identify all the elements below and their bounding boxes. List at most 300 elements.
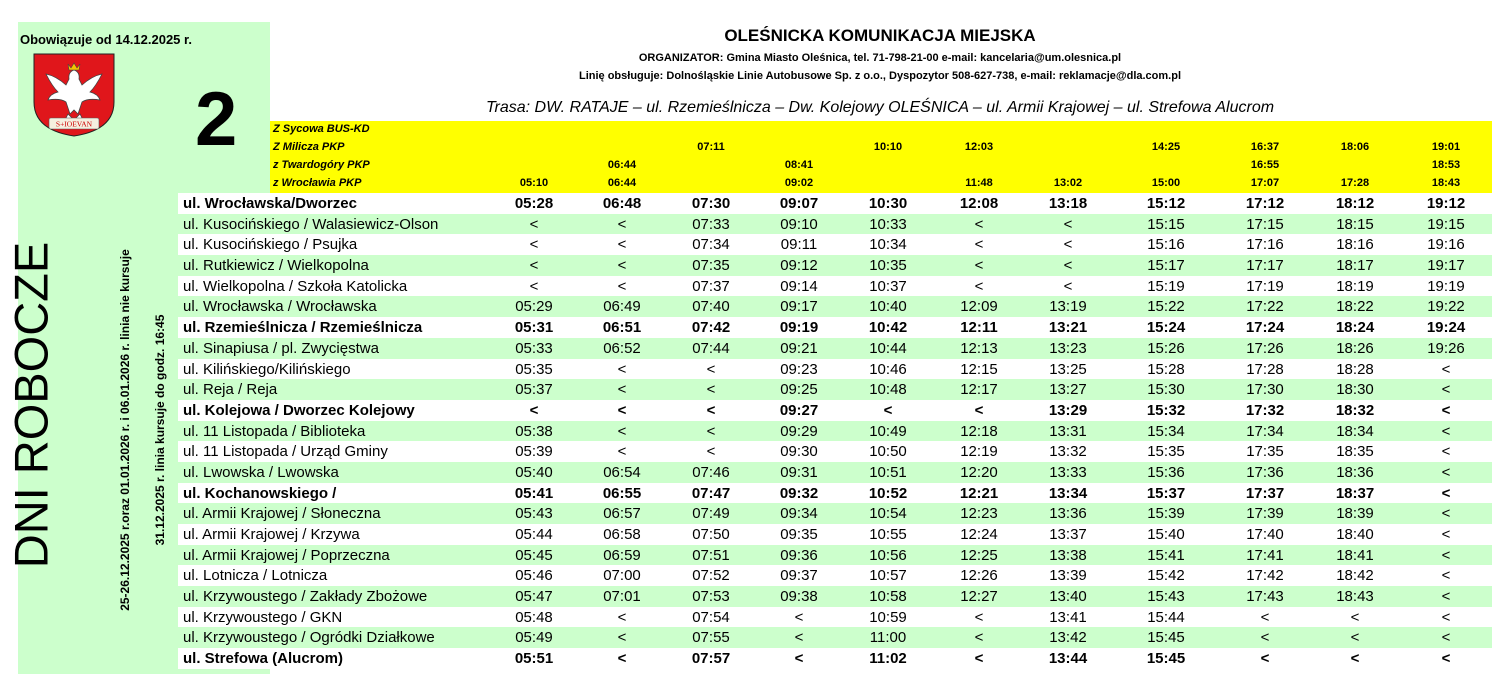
departure-time: 09:07 [779,195,819,212]
departure-time: < [794,608,804,626]
departure-time: < [706,360,716,378]
departure-time: 07:50 [692,526,730,543]
departure-time: 06:58 [603,526,641,543]
departure-time: 09:30 [780,443,818,461]
origin-time: 18:43 [1431,177,1461,189]
departure-time: 05:33 [515,339,553,357]
departure-time: 07:35 [692,257,730,275]
table-row [178,627,1492,648]
departure-time: < [1260,608,1270,626]
departure-time: 15:16 [1147,236,1185,254]
stop-name: ul. Wrocławska / Wrocławska [183,298,377,316]
origin-time: 06:44 [607,177,637,189]
departure-time: < [1063,236,1073,254]
departure-time: 12:27 [960,588,998,606]
departure-time: 18:41 [1336,546,1374,564]
departure-time: < [1063,277,1073,295]
table-row [178,421,1492,442]
table-row [178,503,1492,524]
departure-time: 09:10 [780,215,818,233]
departure-time: 18:17 [1336,257,1374,275]
departure-time: 15:42 [1147,567,1185,585]
departure-time: 18:19 [1336,277,1374,295]
departure-time: 15:35 [1147,443,1185,461]
departure-time: 17:28 [1246,360,1284,378]
departure-time: 12:18 [960,422,998,440]
departure-time: 05:43 [515,505,553,523]
departure-time: 17:41 [1246,546,1284,564]
departure-time: 09:23 [780,360,818,378]
departure-time: 07:52 [692,567,730,585]
departure-time: < [1063,215,1073,233]
departure-time: < [974,401,984,419]
departure-time: 17:22 [1246,298,1284,316]
departure-time: < [617,608,627,626]
departure-time: 18:30 [1336,381,1374,399]
departure-time: 10:35 [869,257,907,275]
origin-time: 07:11 [697,141,725,153]
departure-time: 13:36 [1049,505,1087,523]
departure-time: 07:42 [691,319,731,337]
departure-time: 06:52 [603,339,641,357]
departure-time: < [1441,650,1451,668]
departure-time: 19:26 [1427,339,1465,357]
departure-time: 05:46 [515,567,553,585]
departure-time: < [1350,608,1360,626]
departure-time: < [1441,443,1451,461]
origin-row [270,157,1492,175]
departure-time: 10:50 [869,443,907,461]
departure-time: 13:18 [1048,195,1088,212]
departure-time: < [1441,463,1451,481]
departure-time: 13:19 [1049,298,1087,316]
departure-time: 12:25 [960,546,998,564]
departure-time: 17:42 [1246,567,1284,585]
departure-time: < [1441,629,1451,647]
departure-time: < [974,215,984,233]
departure-time: 15:39 [1147,505,1185,523]
departure-time: 10:34 [869,236,907,254]
departure-time: < [1441,422,1451,440]
departure-time: 05:35 [515,360,553,378]
departure-time: < [706,381,716,399]
departure-time: 17:19 [1246,277,1284,295]
departure-time: 05:28 [514,195,554,212]
departure-time: 05:38 [515,422,553,440]
departure-time: 12:20 [960,463,998,481]
table-row [178,545,1492,566]
departure-time: 15:19 [1147,277,1185,295]
departure-time: 09:35 [780,526,818,543]
departure-time: 05:44 [515,526,553,543]
departure-time: 12:11 [960,319,998,337]
table-row [178,565,1492,586]
departure-time: < [706,443,716,461]
origin-time: 17:07 [1250,177,1280,189]
departure-time: 07:37 [692,277,730,295]
departure-time: 06:54 [603,463,641,481]
departure-time: < [529,277,539,295]
departure-time: 12:17 [960,381,998,399]
departure-time: < [1441,546,1451,564]
departure-time: 15:17 [1147,257,1185,275]
departure-time: < [617,443,627,461]
departure-time: < [529,257,539,275]
table-row [178,441,1492,462]
departure-time: 09:36 [780,546,818,564]
stop-name: ul. Wielkopolna / Szkoła Katolicka [183,277,408,295]
departure-time: 12:26 [960,567,998,585]
departure-time: 17:17 [1246,257,1284,275]
departure-time: 10:56 [869,546,907,564]
departure-time: 15:40 [1147,526,1185,543]
origin-time: 11:48 [965,177,993,189]
origin-time: 18:53 [1431,159,1461,171]
departure-time: < [883,401,893,419]
departure-time: 15:37 [1146,484,1186,502]
departure-time: 09:14 [780,277,818,295]
departure-time: 13:23 [1049,339,1087,357]
departure-time: 05:40 [515,463,553,481]
table-row [178,255,1492,276]
departure-time: 15:12 [1146,195,1186,212]
organizer-info: ORGANIZATOR: Gmina Miasto Oleśnica, tel. 71-798-21-00 e-mail: kancelaria@um.olesnica.pl [638,52,1122,64]
departure-time: 05:41 [514,484,554,502]
departure-time: 15:45 [1146,650,1186,668]
departure-time: < [617,277,627,295]
departure-time: 06:57 [603,505,641,523]
departure-time: < [1441,401,1451,419]
departure-time: 18:15 [1336,215,1374,233]
departure-time: 17:34 [1246,422,1284,440]
departure-time: 13:33 [1049,463,1087,481]
departure-time: 19:22 [1427,298,1465,316]
departure-time: 09:34 [780,505,818,523]
departure-time: 17:40 [1246,526,1284,543]
departure-time: < [974,257,984,275]
departure-time: < [974,650,984,668]
departure-time: 10:51 [869,463,907,481]
stop-name: ul. 11 Listopada / Biblioteka [183,422,366,440]
city-coat-of-arms [28,52,120,138]
departure-time: 10:58 [869,588,907,606]
departure-time: < [1441,526,1451,543]
departure-time: 12:09 [960,298,998,316]
departure-time: < [1441,360,1451,378]
departure-time: 18:43 [1336,588,1374,606]
origin-time: 15:00 [1151,177,1181,189]
table-row [178,276,1492,297]
departure-time: 10:55 [869,526,907,543]
departure-time: < [1260,650,1270,668]
departure-time: 18:40 [1336,526,1374,543]
origin-time: 16:55 [1250,159,1280,171]
departure-time: 09:38 [780,588,818,606]
stop-name: ul. Armii Krajowej / Słoneczna [183,505,381,523]
origin-time: 13:02 [1053,177,1083,189]
departure-time: 06:49 [603,298,641,316]
stop-name: ul. Lotnicza / Lotnicza [183,567,328,585]
departure-time: 17:26 [1246,339,1284,357]
departure-time: 18:24 [1335,319,1375,337]
operator-info: Linię obsługuje: Dolnośląskie Linie Autobusowe Sp. z o.o., Dyspozytor 508-627-738, e-mail: reklamacje@dla.com.pl [578,70,1182,82]
departure-time: < [1063,257,1073,275]
departure-time: 12:19 [960,443,998,461]
new-year-eve-note: 31.12.2025 r. linia kursuje do godz. 16:45 [153,314,167,546]
departure-time: 09:12 [780,257,818,275]
stop-name: ul. Kilińskiego/Kilińskiego [183,360,351,378]
origin-label: z Wrocławia PKP [273,177,362,189]
departure-time: 07:51 [692,546,730,564]
departure-time: 17:32 [1245,401,1285,419]
table-row [178,379,1492,400]
table-row [178,648,1492,669]
table-row [178,607,1492,628]
stop-name: ul. Rutkiewicz / Wielkopolna [183,257,369,275]
stop-name: ul. Krzywoustego / Ogródki Działkowe [183,629,435,647]
stop-name: ul. 11 Listopada / Urząd Gminy [183,443,388,461]
departure-time: 07:44 [692,339,730,357]
departure-time: 18:22 [1336,298,1374,316]
departure-time: 05:39 [515,443,553,461]
departure-time: < [529,401,539,419]
departure-time: 13:29 [1048,401,1088,419]
departure-time: 18:39 [1336,505,1374,523]
departure-time: 07:01 [603,588,641,606]
departure-time: 13:42 [1049,629,1087,647]
line-number: 2 [195,77,238,162]
departure-time: 15:24 [1146,319,1186,337]
departure-time: 15:22 [1147,298,1185,316]
stop-name: ul. Kusocińskiego / Psujka [183,236,358,254]
departure-time: < [617,215,627,233]
departure-time: 19:19 [1427,277,1465,295]
valid-from-date: Obowiązuje od 14.12.2025 r. [20,32,192,47]
departure-time: 07:34 [692,236,730,254]
stop-name: ul. Kochanowskiego / [183,484,337,502]
departure-time: 05:45 [515,546,553,564]
table-row [178,338,1492,359]
departure-time: 07:53 [692,588,730,606]
departure-time: 15:43 [1147,588,1185,606]
day-type-label: DNI ROBOCZE [4,241,58,569]
departure-time: 13:31 [1049,422,1087,440]
table-row [178,234,1492,255]
origin-time: 18:06 [1340,141,1370,153]
table-row [178,193,1492,214]
departure-time: 07:54 [692,608,730,626]
departure-time: 07:30 [691,195,731,212]
departure-time: < [974,277,984,295]
departure-time: 12:21 [959,484,999,502]
departure-time: 07:57 [691,650,731,668]
departure-time: 17:37 [1245,484,1285,502]
departure-time: 15:28 [1147,360,1185,378]
departure-time: 09:19 [779,319,819,337]
departure-time: 10:49 [869,422,907,440]
departure-time: 05:31 [514,319,554,337]
departure-time: 13:27 [1049,381,1087,399]
departure-time: < [617,236,627,254]
departure-time: < [794,629,804,647]
departure-time: 05:37 [515,381,553,399]
origin-time: 09:02 [784,177,814,189]
stop-name: ul. Armii Krajowej / Poprzeczna [183,546,390,564]
departure-time: 10:37 [869,277,907,295]
departure-time: 10:44 [869,339,907,357]
origin-time: 12:03 [964,141,994,153]
departure-time: 09:27 [779,401,819,419]
departure-time: 19:12 [1426,195,1466,212]
departure-time: 09:25 [780,381,818,399]
departure-time: 18:35 [1336,443,1374,461]
origin-time: 05:10 [519,177,549,189]
departure-time: 05:29 [515,298,553,316]
departure-time: < [1350,650,1360,668]
origin-row [270,139,1492,157]
departure-time: 18:26 [1336,339,1374,357]
stop-name: ul. Kusocińskiego / Walasiewicz-Olson [183,215,439,233]
departure-time: < [974,608,984,626]
table-row [178,483,1492,504]
departure-time: 17:16 [1246,236,1284,254]
departure-time: 10:42 [868,319,908,337]
departure-time: 15:34 [1147,422,1185,440]
departure-time: 12:15 [960,360,998,378]
departure-time: 19:24 [1426,319,1466,337]
origin-time: 19:01 [1431,141,1461,153]
departure-time: 12:13 [960,339,998,357]
departure-time: 10:59 [869,608,907,626]
departure-time: < [706,401,716,419]
departure-time: 15:44 [1147,608,1185,626]
departure-time: 09:32 [779,484,819,502]
origin-time: 06:44 [607,159,637,171]
departure-time: 07:55 [692,629,730,647]
departure-time: 15:32 [1146,401,1186,419]
departure-time: 10:48 [869,381,907,399]
departure-time: < [617,360,627,378]
table-row [178,296,1492,317]
stop-name: ul. Krzywoustego / GKN [183,608,343,626]
departure-time: < [794,650,804,668]
departure-time: < [529,215,539,233]
departure-time: 17:36 [1246,463,1284,481]
departure-time: 09:21 [780,339,818,357]
departure-time: 10:54 [869,505,907,523]
departure-time: 10:30 [868,195,908,212]
origin-row [270,175,1492,193]
departure-time: 07:49 [692,505,730,523]
departure-time: 05:48 [515,608,553,626]
departure-time: 19:17 [1427,257,1465,275]
departure-time: < [706,422,716,440]
origin-label: Z Milicza PKP [273,141,345,153]
departure-time: < [617,401,627,419]
departure-time: 17:30 [1246,381,1284,399]
departure-time: 19:16 [1427,236,1465,254]
departure-time: 18:28 [1336,360,1374,378]
departure-time: 05:51 [514,650,554,668]
departure-time: 13:39 [1049,567,1087,585]
company-title: OLEŚNICKA KOMUNIKACJA MIEJSKA [724,26,1036,45]
departure-time: < [1441,588,1451,606]
origin-row [270,121,1492,139]
departure-time: < [617,650,627,668]
departure-time: 07:00 [603,567,641,585]
table-row [178,400,1492,421]
departure-time: 15:41 [1147,546,1185,564]
departure-time: 15:26 [1147,339,1185,357]
departure-time: 10:52 [868,484,908,502]
departure-time: 06:59 [603,546,641,564]
departure-time: 13:21 [1048,319,1088,337]
stop-name: ul. Lwowska / Lwowska [183,463,339,481]
origin-time: 17:28 [1340,177,1370,189]
departure-time: 18:32 [1335,401,1375,419]
table-row [178,317,1492,338]
departure-time: 05:47 [515,588,553,606]
departure-time: 13:25 [1049,360,1087,378]
departure-time: 18:34 [1336,422,1374,440]
departure-time: 18:37 [1335,484,1375,502]
departure-time: 07:33 [692,215,730,233]
departure-time: < [529,236,539,254]
table-row [178,359,1492,380]
departure-time: 05:49 [515,629,553,647]
departure-time: 13:32 [1049,443,1087,461]
departure-time: 07:40 [692,298,730,316]
departure-time: < [617,381,627,399]
departure-time: 13:37 [1049,526,1087,543]
departure-time: 13:34 [1048,484,1088,502]
departure-time: < [1441,484,1451,502]
departure-time: 09:37 [780,567,818,585]
departure-time: < [1350,629,1360,647]
departure-time: 15:36 [1147,463,1185,481]
origin-time: 10:10 [873,141,903,153]
departure-time: 18:16 [1336,236,1374,254]
departure-time: 17:12 [1245,195,1285,212]
route-description: Trasa: DW. RATAJE – ul. Rzemieślnicza – Dw. Kolejowy OLEŚNICA – ul. Armii Krajowej – ul. Strefowa Alucrom [485,99,1275,116]
stop-name: ul. Reja / Reja [183,381,278,399]
stop-name: ul. Rzemieślnicza / Rzemieślnicza [183,319,423,337]
connection-origins-block [270,121,1492,193]
departure-time: 13:38 [1049,546,1087,564]
stop-name: ul. Armii Krajowej / Krzywa [183,526,360,543]
departure-time: 17:43 [1246,588,1284,606]
stop-name: ul. Kolejowa / Dworzec Kolejowy [183,401,415,419]
origin-time: 08:41 [784,159,814,171]
departure-time: 09:11 [780,236,818,254]
departure-time: 07:47 [691,484,731,502]
departure-time: 07:46 [692,463,730,481]
departure-time: 06:51 [602,319,642,337]
table-row [178,586,1492,607]
holiday-note: 25-26.12.2025 r.oraz 01.01.2026 r. i 06.01.2026 r. linia nie kursuje [118,249,132,611]
departure-time: < [974,629,984,647]
departure-time: 19:15 [1427,215,1465,233]
table-row [178,524,1492,545]
departure-time: 09:31 [780,463,818,481]
origin-label: Z Sycowa BUS-KD [273,123,370,135]
stop-name: ul. Strefowa (Alucrom) [183,650,344,668]
departure-time: < [617,629,627,647]
departure-time: 06:55 [602,484,642,502]
departure-time: 13:41 [1049,608,1087,626]
departure-time: < [1441,608,1451,626]
departure-time: 15:30 [1147,381,1185,399]
